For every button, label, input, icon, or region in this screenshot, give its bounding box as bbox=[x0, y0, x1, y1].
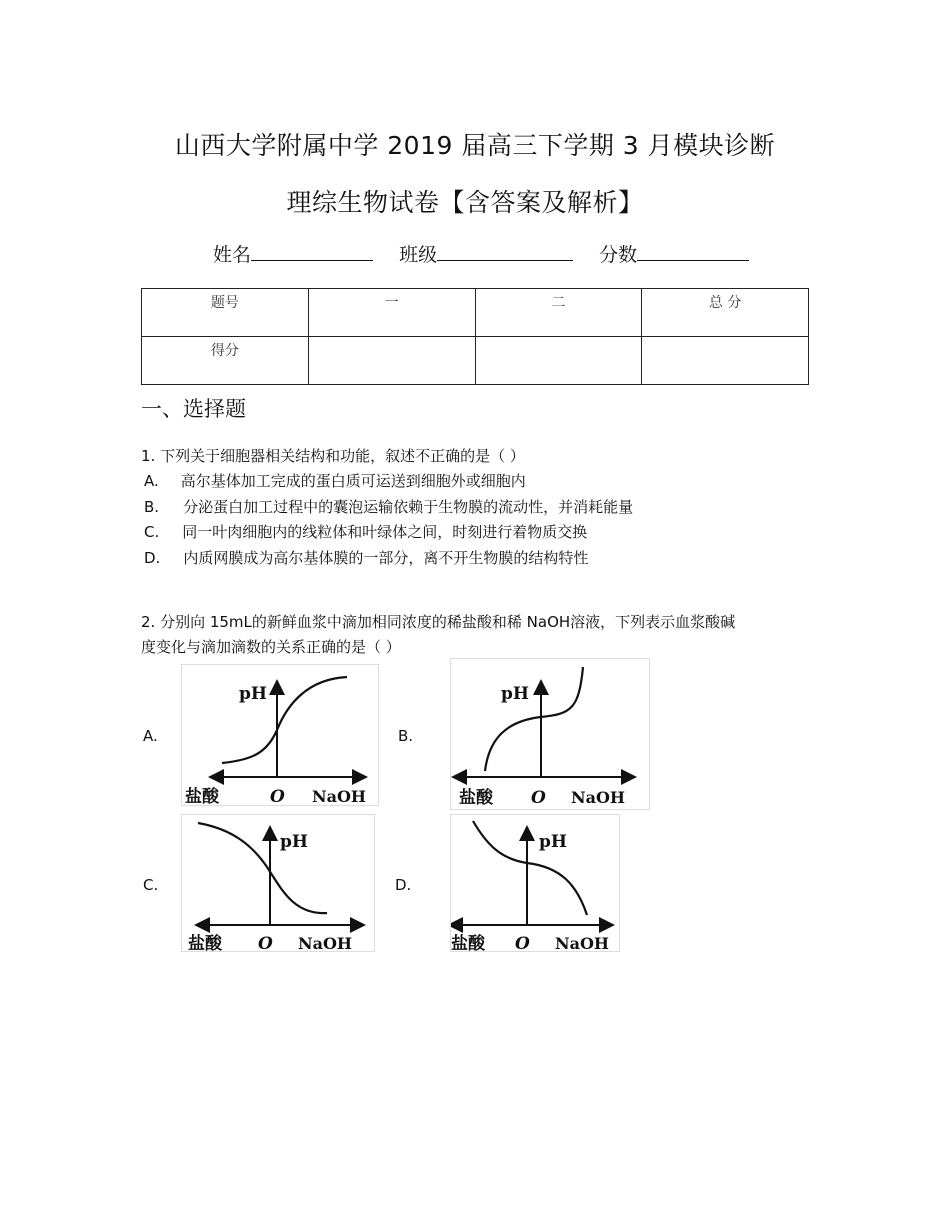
origin-label: O bbox=[515, 934, 530, 951]
ph-graph-a[interactable] bbox=[181, 664, 379, 806]
name-label: 姓名 bbox=[213, 244, 252, 266]
naoh-label: NaOH bbox=[571, 788, 626, 807]
origin-label: O bbox=[270, 787, 285, 805]
acid-label: 盐酸 bbox=[451, 934, 485, 951]
naoh-label: NaOH bbox=[555, 934, 610, 951]
option-text: 分泌蛋白加工过程中的囊泡运输依赖于生物膜的流动性，并消耗能量 bbox=[183, 498, 634, 516]
q1-stem: 1. 下列关于细胞器相关结构和功能，叙述不正确的是（ ） bbox=[141, 447, 525, 465]
ph-graph-c[interactable] bbox=[181, 814, 375, 952]
q2-stem-line1: 2. 分别向 15mL的新鲜血浆中滴加相同浓度的稀盐酸和稀 NaOH溶液，下列表示血浆酸碱 bbox=[141, 613, 736, 631]
ph-label: pH bbox=[280, 832, 308, 852]
class-label: 班级 bbox=[399, 244, 438, 266]
score-table-score-row bbox=[142, 337, 809, 385]
option-letter: A. bbox=[144, 472, 159, 490]
score-cell[interactable] bbox=[475, 337, 642, 385]
q1-option-b[interactable] bbox=[144, 496, 633, 517]
ph-curve bbox=[485, 667, 583, 771]
score-blank[interactable] bbox=[637, 240, 749, 261]
naoh-label: NaOH bbox=[312, 787, 367, 805]
origin-label: O bbox=[258, 934, 273, 951]
score-label: 分数 bbox=[599, 244, 638, 266]
q1-option-a[interactable] bbox=[144, 470, 526, 491]
acid-label: 盐酸 bbox=[185, 787, 219, 805]
section-heading: 一、选择题 bbox=[141, 397, 246, 421]
origin-label: O bbox=[531, 788, 546, 808]
acid-label: 盐酸 bbox=[459, 788, 493, 808]
ph-label: pH bbox=[239, 684, 267, 704]
header-cell: 一 bbox=[308, 289, 475, 337]
option-text: 高尔基体加工完成的蛋白质可运送到细胞外或细胞内 bbox=[180, 472, 526, 490]
option-text: 同一叶肉细胞内的线粒体和叶绿体之间，时刻进行着物质交换 bbox=[182, 523, 588, 541]
ph-graph-d[interactable] bbox=[450, 814, 620, 952]
score-table-header-row bbox=[142, 289, 809, 337]
header-cell: 二 bbox=[475, 289, 642, 337]
name-blank[interactable] bbox=[251, 240, 373, 261]
row-label-cell: 得分 bbox=[142, 337, 309, 385]
ph-graph-b[interactable] bbox=[450, 658, 650, 810]
acid-label: 盐酸 bbox=[188, 934, 222, 951]
q1-option-d[interactable] bbox=[144, 547, 588, 568]
student-info-row bbox=[213, 240, 749, 267]
naoh-label: NaOH bbox=[298, 934, 353, 951]
q2-option-b-label[interactable]: B. bbox=[398, 727, 414, 745]
q2-option-c-label[interactable]: C. bbox=[143, 876, 159, 894]
header-cell: 总 分 bbox=[642, 289, 809, 337]
q2-stem-line2: 度变化与滴加滴数的关系正确的是（ ） bbox=[141, 638, 401, 656]
score-cell[interactable] bbox=[642, 337, 809, 385]
option-letter: D. bbox=[144, 549, 161, 567]
header-cell: 题号 bbox=[142, 289, 309, 337]
q1-option-c[interactable] bbox=[144, 521, 587, 542]
score-table bbox=[141, 288, 809, 385]
ph-label: pH bbox=[501, 684, 529, 704]
doc-title-line1: 山西大学附属中学 2019 届高三下学期 3 月模块诊断 bbox=[174, 131, 776, 160]
ph-curve bbox=[473, 821, 587, 915]
option-text: 内质网膜成为高尔基体膜的一部分，离不开生物膜的结构特性 bbox=[183, 549, 589, 567]
ph-label: pH bbox=[539, 832, 567, 852]
score-cell[interactable] bbox=[308, 337, 475, 385]
q2-option-a-label[interactable]: A. bbox=[143, 727, 158, 745]
option-letter: B. bbox=[144, 498, 160, 516]
class-blank[interactable] bbox=[437, 240, 573, 261]
doc-title-line2: 理综生物试卷【含答案及解析】 bbox=[286, 188, 644, 217]
q2-option-d-label[interactable]: D. bbox=[395, 876, 412, 894]
option-letter: C. bbox=[144, 523, 160, 541]
